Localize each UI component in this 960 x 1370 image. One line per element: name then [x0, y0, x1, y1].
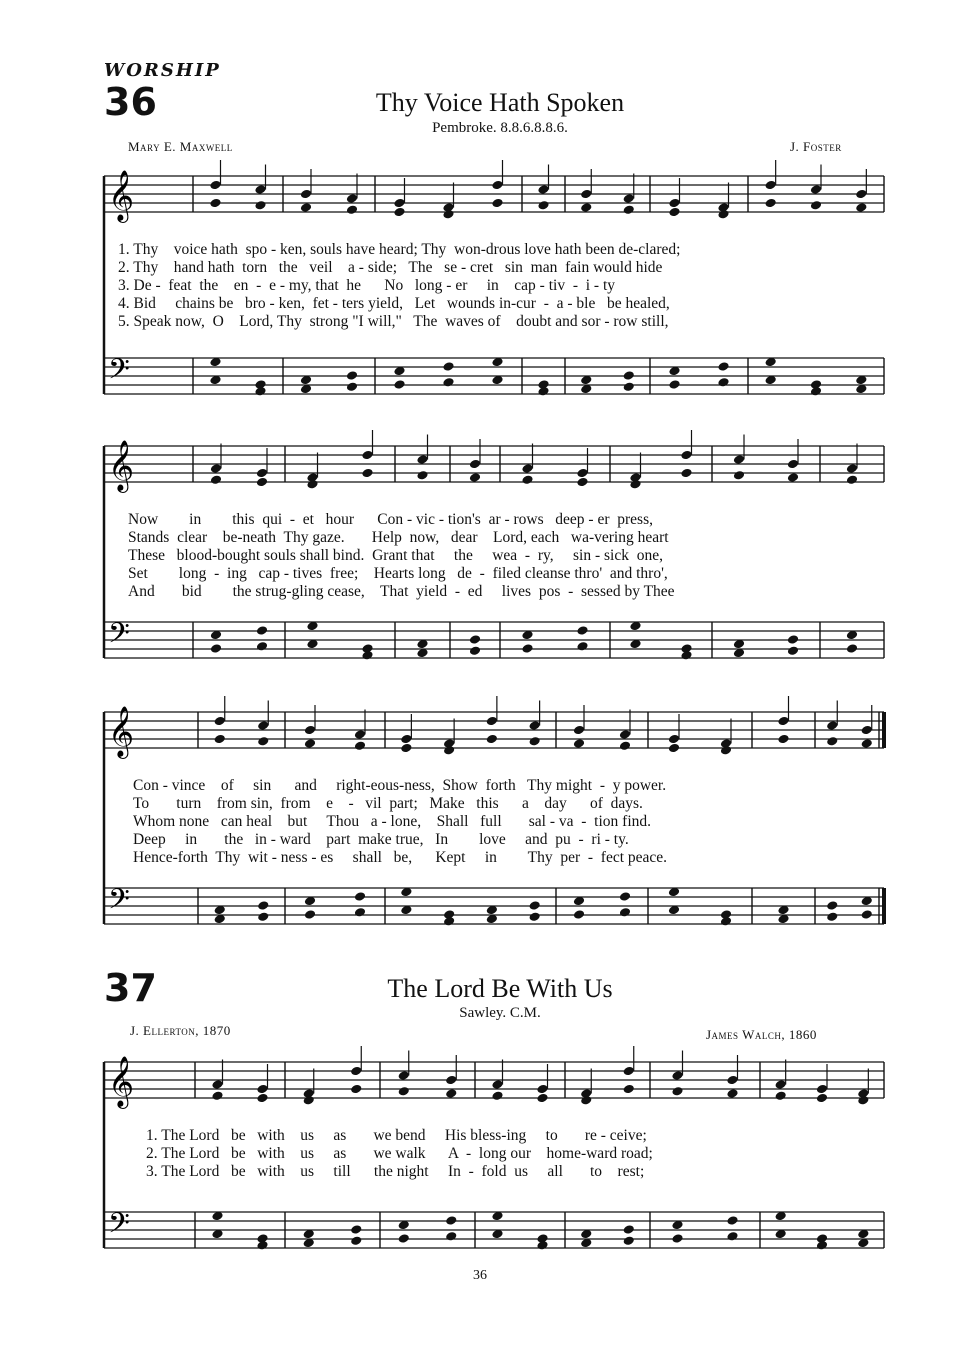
treble-note: [491, 1090, 503, 1101]
bass-note: [350, 1235, 362, 1246]
bass-clef: 𝄢: [108, 353, 130, 393]
lyric-line: Hence-forth Thy wit - ness - es shall be, Kept in Thy per - fect peace.: [133, 849, 668, 866]
treble-note: [733, 470, 745, 481]
treble-clef: 𝄞: [108, 706, 135, 757]
treble-note: [629, 479, 641, 490]
bass-note: [521, 643, 533, 654]
section-label: WORSHIP: [104, 60, 221, 81]
bass-note: [826, 911, 838, 922]
treble-note: [393, 198, 405, 209]
treble-clef: 𝄞: [108, 1056, 135, 1107]
bass-note: [726, 1231, 738, 1242]
treble-note: [764, 198, 776, 209]
treble-note: [491, 180, 503, 191]
bass-note: [304, 909, 316, 920]
treble-note: [211, 1090, 223, 1101]
treble-note: [777, 716, 789, 727]
lyric-line: 3. De - feat the en - e - my, that he No long - er in cap - tiv - i - ty: [118, 277, 616, 294]
bass-note: [354, 907, 366, 918]
bass-note: [445, 1215, 457, 1226]
bass-clef: 𝄢: [108, 1207, 130, 1247]
treble-note: [537, 184, 549, 195]
treble-note: [416, 454, 428, 465]
treble-note: [787, 472, 799, 483]
bass-note: [443, 916, 455, 927]
treble-note: [254, 184, 266, 195]
hymn-number: 37: [104, 966, 157, 1010]
treble-note: [354, 729, 366, 740]
treble-note: [536, 1093, 548, 1104]
treble-note: [580, 189, 592, 200]
lyric-line: 4. Bid chains be bro - ken, fet - ters yield, Let wounds in-cur - a - ble be healed,: [118, 295, 670, 312]
bass-note: [826, 900, 838, 911]
hymn-title: Thy Voice Hath Spoken: [375, 88, 625, 117]
treble-note: [576, 477, 588, 488]
bass-note: [619, 891, 631, 902]
composer-credit: James Walch, 1860: [706, 1027, 817, 1042]
bass-note: [816, 1240, 828, 1251]
treble-note: [668, 207, 680, 218]
treble-note: [491, 1079, 503, 1090]
treble-note: [346, 204, 358, 215]
bass-note: [354, 891, 366, 902]
treble-note: [857, 1095, 869, 1106]
lyrics-system-3: [133, 777, 893, 867]
lyric-line: Whom none can heal but Thou a - lone, Shall full sal - va - tion find.: [133, 813, 652, 830]
lyric-line: Now in this qui - et hour Con - vic - tion's ar - rows deep - er press,: [128, 511, 653, 528]
bass-note: [619, 907, 631, 918]
bass-note: [536, 1240, 548, 1251]
treble-note: [668, 198, 680, 209]
bass-note: [256, 641, 268, 652]
bass-note: [257, 911, 269, 922]
treble-note: [576, 468, 588, 479]
page-number: 36: [473, 1268, 487, 1283]
treble-note: [846, 463, 858, 474]
lyric-line: Stands clear be-neath Thy gaze. Help now, dear Lord, each wa-vering heart: [128, 529, 669, 546]
treble-note: [861, 738, 873, 749]
treble-note: [764, 180, 776, 191]
lyric-line: 2. The Lord be with us as we walk A - long our home-ward road;: [146, 1145, 653, 1162]
bass-note: [787, 645, 799, 656]
bass-note: [346, 370, 358, 381]
bass-note: [726, 1215, 738, 1226]
treble-note: [528, 736, 540, 747]
treble-note: [619, 729, 631, 740]
lyric-line: To turn from sin, from e - vil part; Make this a day of days.: [133, 795, 643, 812]
treble-note: [398, 1086, 410, 1097]
bass-note: [256, 1240, 268, 1251]
treble-note: [398, 1070, 410, 1081]
treble-note: [393, 207, 405, 218]
treble-note: [256, 1084, 268, 1095]
lyric-line: 2. Thy hand hath torn the veil a - side; The se - cret sin man fain would hide: [118, 259, 663, 276]
lyric-line: Deep in the in - ward part make true, In love and pu - ri - ty.: [133, 831, 629, 848]
treble-note: [306, 479, 318, 490]
bass-note: [623, 381, 635, 392]
treble-note: [521, 463, 533, 474]
treble-note: [528, 720, 540, 731]
bass-clef: 𝄢: [108, 617, 130, 657]
treble-note: [400, 743, 412, 754]
treble-note: [209, 198, 221, 209]
lyric-line: 1. Thy voice hath spo - ken, souls have heard; Thy won-drous love hath been de-clared;: [118, 241, 681, 258]
bass-note: [350, 1224, 362, 1235]
treble-note: [810, 184, 822, 195]
treble-note: [400, 734, 412, 745]
lyric-line: Set long - ing cap - tives free; Hearts long de - filed cleanse thro' and thro',: [128, 565, 668, 582]
bass-note: [361, 650, 373, 661]
bass-note: [445, 1231, 457, 1242]
treble-note: [826, 720, 838, 731]
treble-note: [354, 740, 366, 751]
treble-clef: 𝄞: [108, 440, 135, 491]
treble-note: [486, 734, 498, 745]
treble-note: [416, 470, 428, 481]
bass-note: [537, 386, 549, 397]
lyric-line: 1. The Lord be with us as we bend His bless-ing to re - ceive;: [146, 1127, 647, 1144]
treble-note: [810, 200, 822, 211]
treble-note: [816, 1084, 828, 1095]
bass-note: [623, 1235, 635, 1246]
treble-note: [573, 725, 585, 736]
treble-note: [214, 716, 226, 727]
bass-note: [680, 650, 692, 661]
treble-note: [445, 1075, 457, 1086]
treble-note: [350, 1066, 362, 1077]
treble-note: [443, 745, 455, 756]
treble-note: [774, 1079, 786, 1090]
hymn-number: 36: [104, 80, 157, 124]
bass-note: [469, 634, 481, 645]
treble-note: [469, 459, 481, 470]
bass-note: [623, 1224, 635, 1235]
bass-note: [346, 381, 358, 392]
bass-note: [442, 377, 454, 388]
treble-note: [623, 204, 635, 215]
lyric-line: These blood-bought souls shall bind. Grant that the wea - ry, sin - sick one,: [128, 547, 663, 564]
treble-note: [787, 459, 799, 470]
bass-note: [717, 361, 729, 372]
lyrics-system-1: [118, 241, 878, 331]
bass-note: [671, 1233, 683, 1244]
treble-note: [855, 189, 867, 200]
tune-name: Pembroke. 8.8.6.8.8.6.: [432, 120, 568, 136]
treble-note: [350, 1084, 362, 1095]
treble-note: [521, 474, 533, 485]
bass-note: [623, 370, 635, 381]
treble-note: [774, 1090, 786, 1101]
treble-note: [210, 463, 222, 474]
treble-note: [536, 1084, 548, 1095]
bass-note: [528, 900, 540, 911]
author-credit: Mary E. Maxwell: [128, 139, 233, 154]
treble-note: [300, 202, 312, 213]
treble-note: [256, 1093, 268, 1104]
treble-note: [668, 743, 680, 754]
lyrics-system-4: [146, 1127, 906, 1181]
composer-credit: J. Foster: [790, 139, 842, 154]
treble-note: [491, 198, 503, 209]
treble-note: [346, 193, 358, 204]
lyrics-system-2: [128, 511, 888, 601]
treble-note: [680, 468, 692, 479]
treble-note: [846, 474, 858, 485]
bass-note: [256, 625, 268, 636]
bass-note: [810, 386, 822, 397]
hymn-title: The Lord Be With Us: [387, 974, 613, 1003]
treble-note: [720, 745, 732, 756]
author-credit: J. Ellerton, 1870: [130, 1023, 231, 1038]
treble-clef: 𝄞: [108, 170, 135, 221]
treble-note: [777, 734, 789, 745]
bass-clef: 𝄢: [108, 883, 130, 923]
lyric-line: 3. The Lord be with us till the night In - fold us all to rest;: [146, 1163, 645, 1180]
bass-note: [254, 386, 266, 397]
treble-note: [733, 454, 745, 465]
bass-note: [576, 625, 588, 636]
treble-note: [580, 1095, 592, 1106]
treble-note: [573, 738, 585, 749]
bass-note: [393, 379, 405, 390]
treble-note: [580, 202, 592, 213]
bass-note: [668, 379, 680, 390]
bass-note: [861, 909, 873, 920]
treble-note: [300, 189, 312, 200]
treble-note: [623, 193, 635, 204]
treble-note: [717, 209, 729, 220]
lyric-line: Con - vince of sin and right-eous-ness, Show forth Thy might - y power.: [133, 777, 667, 794]
treble-note: [210, 474, 222, 485]
bass-note: [787, 634, 799, 645]
treble-note: [826, 736, 838, 747]
bass-note: [469, 645, 481, 656]
treble-note: [726, 1075, 738, 1086]
treble-note: [442, 209, 454, 220]
lyric-line: And bid the strug-gling cease, That yield - ed lives pos - sessed by Thee: [128, 583, 675, 600]
treble-note: [537, 200, 549, 211]
tune-name: Sawley. C.M.: [459, 1005, 541, 1021]
treble-note: [671, 1086, 683, 1097]
treble-note: [256, 468, 268, 479]
bass-note: [257, 900, 269, 911]
treble-note: [855, 202, 867, 213]
bass-note: [720, 916, 732, 927]
bass-note: [576, 641, 588, 652]
treble-note: [445, 1088, 457, 1099]
treble-note: [254, 200, 266, 211]
treble-note: [303, 1095, 315, 1106]
treble-note: [257, 720, 269, 731]
treble-note: [726, 1088, 738, 1099]
treble-note: [304, 725, 316, 736]
treble-note: [623, 1084, 635, 1095]
treble-note: [361, 468, 373, 479]
treble-note: [214, 734, 226, 745]
treble-note: [671, 1070, 683, 1081]
treble-note: [209, 180, 221, 191]
treble-note: [816, 1093, 828, 1104]
bass-note: [528, 911, 540, 922]
lyric-line: 5. Speak now, O Lord, Thy strong "I will," The waves of doubt and sor - row still,: [118, 313, 669, 330]
bass-note: [717, 377, 729, 388]
treble-note: [623, 1066, 635, 1077]
treble-note: [668, 734, 680, 745]
bass-note: [573, 909, 585, 920]
bass-note: [846, 643, 858, 654]
treble-note: [486, 716, 498, 727]
bass-note: [442, 361, 454, 372]
treble-note: [861, 725, 873, 736]
treble-note: [619, 740, 631, 751]
treble-note: [211, 1079, 223, 1090]
treble-note: [256, 477, 268, 488]
treble-note: [361, 450, 373, 461]
treble-note: [469, 472, 481, 483]
treble-note: [257, 736, 269, 747]
treble-note: [680, 450, 692, 461]
bass-note: [210, 643, 222, 654]
treble-note: [304, 738, 316, 749]
bass-note: [398, 1233, 410, 1244]
